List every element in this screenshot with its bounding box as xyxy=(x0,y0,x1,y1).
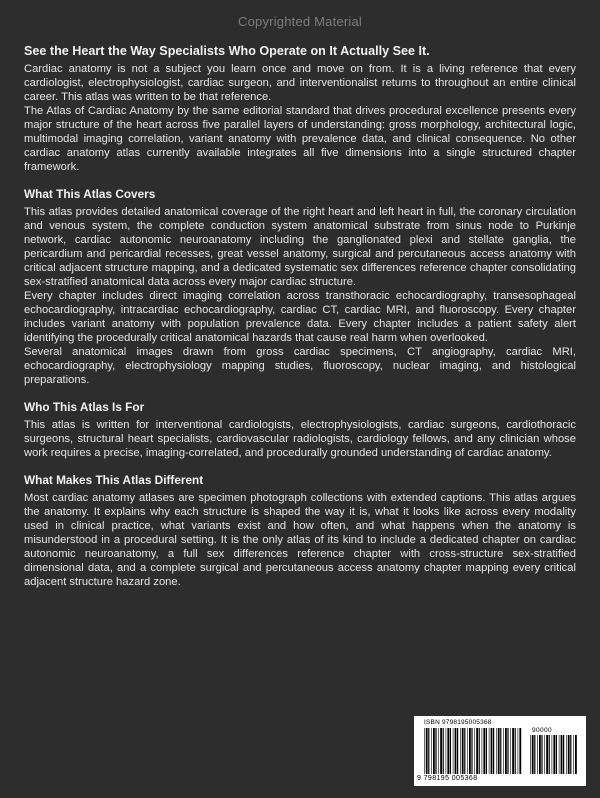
isbn-barcode xyxy=(414,716,586,786)
addon-barcode-bars xyxy=(530,735,578,774)
different-paragraph: Most cardiac anatomy atlases are specimen photograph collections with extended captions. This atlas argues the anatomy. It explains why each structure is shaped the way it is, what it looks like across every modality used in clinical practice, what variants exist and how often, and what happens when the anatomy is misunderstood in a procedural setting. It is the only atlas of its kind to include a dedicated chapter on cardiac autonomic neuroanatomy, a full sex differences reference chapter with cross-structure sex-stratified dimensional data, and a complete surgical and percutaneous access anatomy chapter mapping every critical adjacent structure hazard zone. xyxy=(24,492,576,588)
section-heading-different: What Makes This Atlas Different xyxy=(24,473,204,487)
section-heading-audience: Who This Atlas Is For xyxy=(24,400,145,414)
covers-paragraph: Several anatomical images drawn from gross cardiac specimens, CT angiography, cardiac MRI, echocardiography, electrophysiology mapping studies, fluoroscopy, nuclear imaging, and histological preparations. xyxy=(24,346,576,386)
main-heading: See the Heart the Way Specialists Who Operate on It Actually See It. xyxy=(24,44,430,58)
covers-paragraph: Every chapter includes direct imaging correlation across transthoracic echocardiography, transesophageal echocardiography, intracardiac echocardiography, cardiac CT, cardiac MRI, and fluoroscopy. Every chapter includes variant anatomy with population prevalence data. Every chapter includes a patient safety alert identifying the procedurally critical anatomical hazards that cause real harm when overlooked. xyxy=(24,290,576,344)
isbn-label: ISBN 9798195005368 xyxy=(424,719,492,726)
back-cover-text xyxy=(24,44,576,589)
covers-paragraph: This atlas provides detailed anatomical coverage of the right heart and left heart in full, the coronary circulation and venous system, the complete conduction system anatomical substrate from sinus node to Purkinje network, cardiac autonomic neuroanatomy including the ganglionated plexi and stellate ganglia, the pericardium and pericardial recesses, great vessel anatomy, surgical and percutaneous access anatomy with critical adjacent structure mapping, and a dedicated systematic sex differences reference chapter consolidating sex-stratified anatomical data across every major cardiac structure. xyxy=(24,206,576,288)
price-code: 90000 xyxy=(532,727,553,734)
barcode-digits: 9 798195 005368 xyxy=(417,775,478,782)
section-heading-covers: What This Atlas Covers xyxy=(24,187,156,201)
ean-barcode-bars xyxy=(424,728,522,774)
intro-paragraph: Cardiac anatomy is not a subject you learn once and move on from. It is a living reference that every cardiologist, electrophysiologist, cardiac surgeon, and interventionalist returns to throughout an entire clinical career. This atlas was written to be that reference. xyxy=(24,63,576,103)
copyright-watermark: Copyrighted Material xyxy=(238,14,362,29)
audience-paragraph: This atlas is written for interventional cardiologists, electrophysiologists, cardiac surgeons, cardiothoracic surgeons, structural heart specialists, cardiovascular radiologists, cardiology fellows, and any clinician whose work requires a precise, imaging-correlated, and procedurally grounded understanding of cardiac anatomy. xyxy=(24,419,576,459)
intro-paragraph: The Atlas of Cardiac Anatomy by the same editorial standard that drives procedural excellence presents every major structure of the heart across five parallel layers of understanding: gross morphology, architectural logic, multimodal imaging correlation, variant anatomy with prevalence data, and clinical consequence. No other cardiac anatomy atlas currently available integrates all five dimensions into a single structured chapter framework. xyxy=(24,105,576,173)
